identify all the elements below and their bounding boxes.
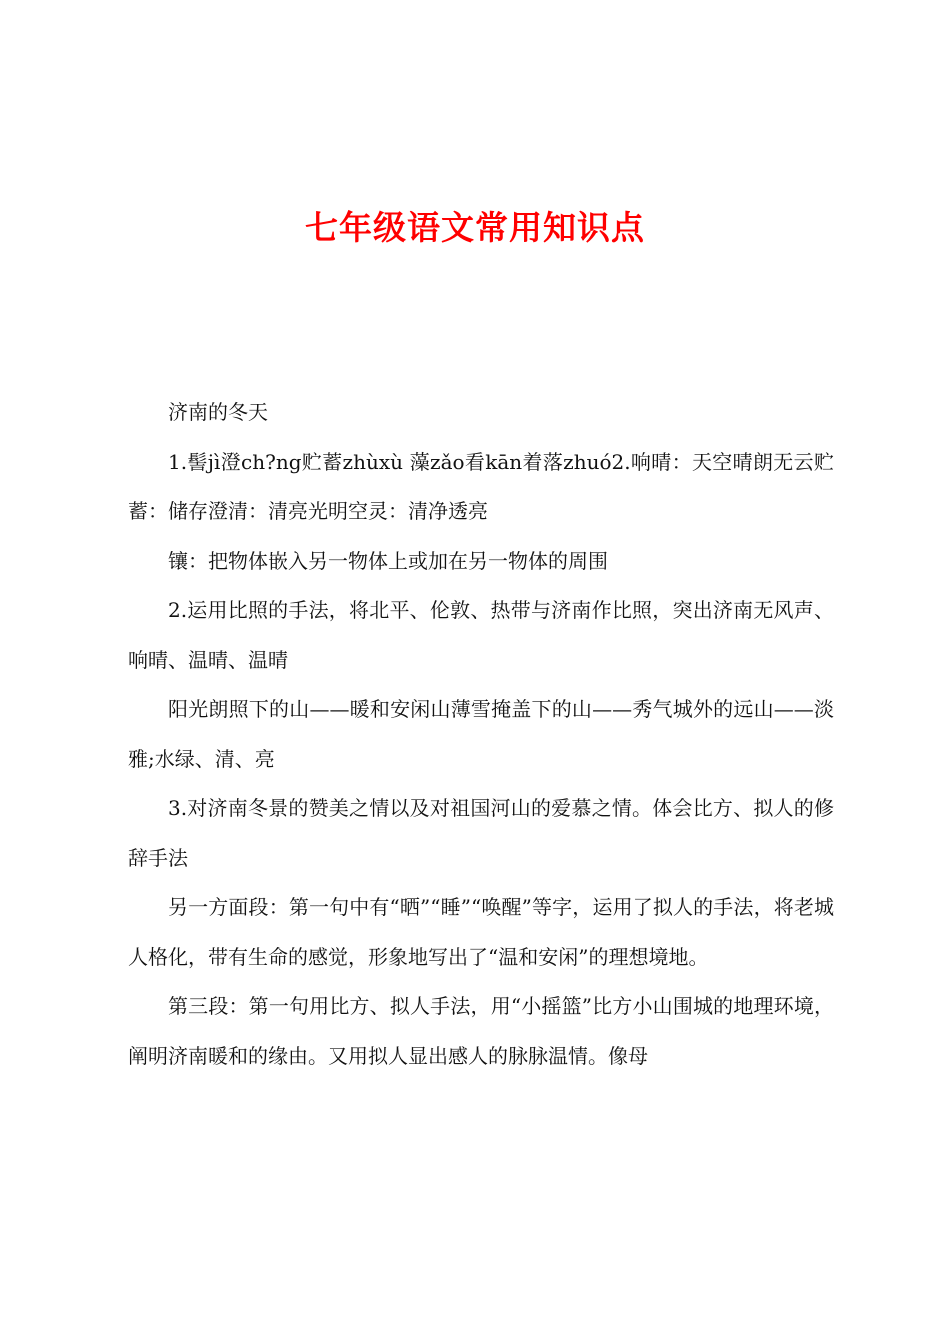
paragraph: 阳光朗照下的山——暖和安闲山薄雪掩盖下的山——秀气城外的远山——淡雅;水绿、清、亮 — [128, 697, 834, 771]
section-heading: 济南的冬天 — [168, 400, 268, 424]
paragraph: 2.运用比照的手法，将北平、伦敦、热带与济南作比照，突出济南无风声、响晴、温晴、温晴 — [128, 598, 834, 672]
paragraph: 1.髻jì澄ch?ng贮蓄zhùxù 藻zǎo看kān着落zhuó2.响晴：天空晴朗无云贮蓄：储存澄清：清亮光明空灵：清净透亮 — [128, 449, 834, 523]
document-title: 七年级语文常用知识点 — [305, 208, 645, 247]
paragraph: 3.对济南冬景的赞美之情以及对祖国河山的爱慕之情。体会比方、拟人的修辞手法 — [128, 796, 834, 870]
paragraph: 第三段：第一句用比方、拟人手法，用“小摇篮”比方小山围城的地理环境，阐明济南暖和的缘由。又用拟人显出感人的脉脉温情。像母 — [128, 994, 834, 1068]
paragraph: 镶：把物体嵌入另一物体上或加在另一物体的周围 — [168, 548, 608, 573]
paragraph: 另一方面段：第一句中有“晒”“睡”“唤醒”等字，运用了拟人的手法，将老城人格化，带有生命的感觉，形象地写出了“温和安闲”的理想境地。 — [128, 895, 834, 969]
document-body — [128, 388, 834, 1081]
